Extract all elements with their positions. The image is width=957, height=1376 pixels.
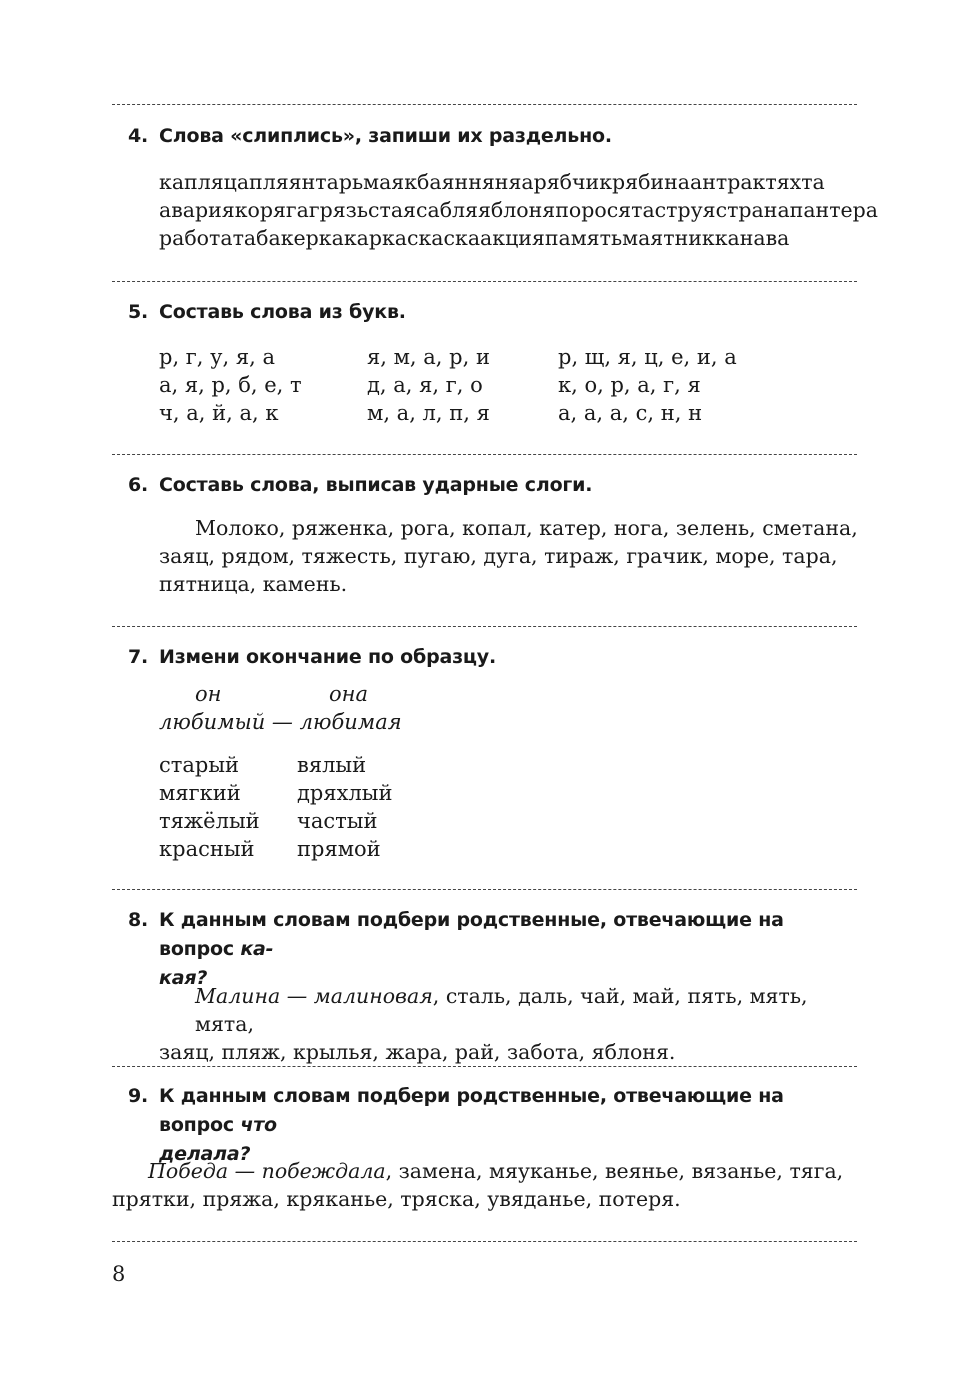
word-line: пятница, камень.: [159, 572, 348, 596]
adjective: красный: [159, 837, 255, 861]
adjective: дряхлый: [297, 781, 393, 805]
adjective: частый: [297, 809, 378, 833]
task-number: 8.: [128, 909, 149, 931]
task-6-heading: [128, 471, 858, 500]
task-4-words: [159, 168, 879, 252]
letter-set: р, щ, я, ц, е, и, а: [558, 345, 737, 369]
dashed-divider: [112, 626, 857, 627]
dashed-divider: [112, 1241, 857, 1242]
adjective: мягкий: [159, 781, 241, 805]
task-number: 7.: [128, 646, 149, 668]
word-line: Малина — малиновая, сталь, даль, чай, май, пять, мять, мята,: [195, 984, 808, 1036]
task-8-words: [159, 982, 859, 1066]
task-number: 4.: [128, 125, 149, 147]
word-line: прятки, пряжа, кряканье, тряска, увяданье, потеря.: [112, 1187, 681, 1211]
task-number: 6.: [128, 474, 149, 496]
letter-set: ч, а, й, а, к: [159, 401, 279, 425]
task-title: Измени окончание по образцу.: [159, 646, 497, 668]
letter-set: д, а, я, г, о: [367, 373, 483, 397]
adjective: вялый: [297, 753, 367, 777]
task-5-letter-grid: [159, 343, 859, 433]
task-7-sample: [159, 680, 559, 736]
sample-he: он: [195, 682, 222, 706]
letter-column-2: [367, 343, 490, 427]
adjective-column-2: [297, 751, 393, 863]
dashed-divider: [112, 281, 857, 282]
sample-line: любимый — любимая: [159, 710, 402, 734]
task-number: 9.: [128, 1085, 149, 1107]
adjective: старый: [159, 753, 240, 777]
dashed-divider: [112, 1066, 857, 1067]
word-line: капляцапляянтарьмаякбаянняняарябчикрябинаантрактяхта: [159, 170, 825, 194]
letter-column-1: [159, 343, 302, 427]
example: Малина — малиновая: [195, 984, 433, 1008]
task-6-words: [159, 514, 859, 598]
sample-she: она: [329, 682, 368, 706]
example: Победа — побеждала: [148, 1159, 386, 1183]
task-title: К данным словам подбери родственные, отвечающие на вопрос что делала?: [159, 1085, 784, 1165]
word-line: заяц, пляж, крылья, жара, рай, забота, яблоня.: [159, 1040, 676, 1064]
letter-set: м, а, л, п, я: [367, 401, 490, 425]
word-line: авариякорягагрязьстаясабляяблоняпоросятаструястранапантера: [159, 198, 879, 222]
task-7-words: [159, 751, 559, 866]
word-line: заяц, рядом, тяжесть, пугаю, дуга, тираж, грачик, море, тара,: [159, 544, 838, 568]
task-9-words: [112, 1157, 857, 1213]
adjective: тяжёлый: [159, 809, 260, 833]
task-number: 5.: [128, 301, 149, 323]
task-5-heading: [128, 298, 858, 327]
page-number: 8: [112, 1262, 126, 1286]
adjective-column-1: [159, 751, 260, 863]
task-7-heading: [128, 643, 858, 672]
task-title: Составь слова, выписав ударные слоги.: [159, 474, 593, 496]
letter-set: а, я, р, б, е, т: [159, 373, 302, 397]
dashed-divider: [112, 889, 857, 890]
letter-set: р, г, у, я, а: [159, 345, 275, 369]
task-8-heading: [128, 906, 858, 993]
task-title: К данным словам подбери родственные, отвечающие на вопрос ка- кая?: [159, 909, 784, 989]
letter-set: к, о, р, а, г, я: [558, 373, 701, 397]
letter-set: я, м, а, р, и: [367, 345, 490, 369]
adjective: прямой: [297, 837, 381, 861]
task-4-heading: [128, 122, 858, 151]
letter-column-3: [558, 343, 737, 427]
dashed-divider: [112, 454, 857, 455]
dashed-divider: [112, 104, 857, 105]
word-line: Победа — побеждала, замена, мяуканье, веянье, вязанье, тяга,: [148, 1159, 844, 1183]
word-line: работатабакеркакаркаскаскаакцияпамятьмаятникканава: [159, 226, 790, 250]
word-line: Молоко, ряженка, рога, копал, катер, нога, зелень, сметана,: [195, 516, 858, 540]
task-9-heading: [128, 1082, 858, 1169]
task-title: Слова «слиплись», запиши их раздельно.: [159, 125, 612, 147]
task-title: Составь слова из букв.: [159, 301, 406, 323]
letter-set: а, а, а, с, н, н: [558, 401, 703, 425]
